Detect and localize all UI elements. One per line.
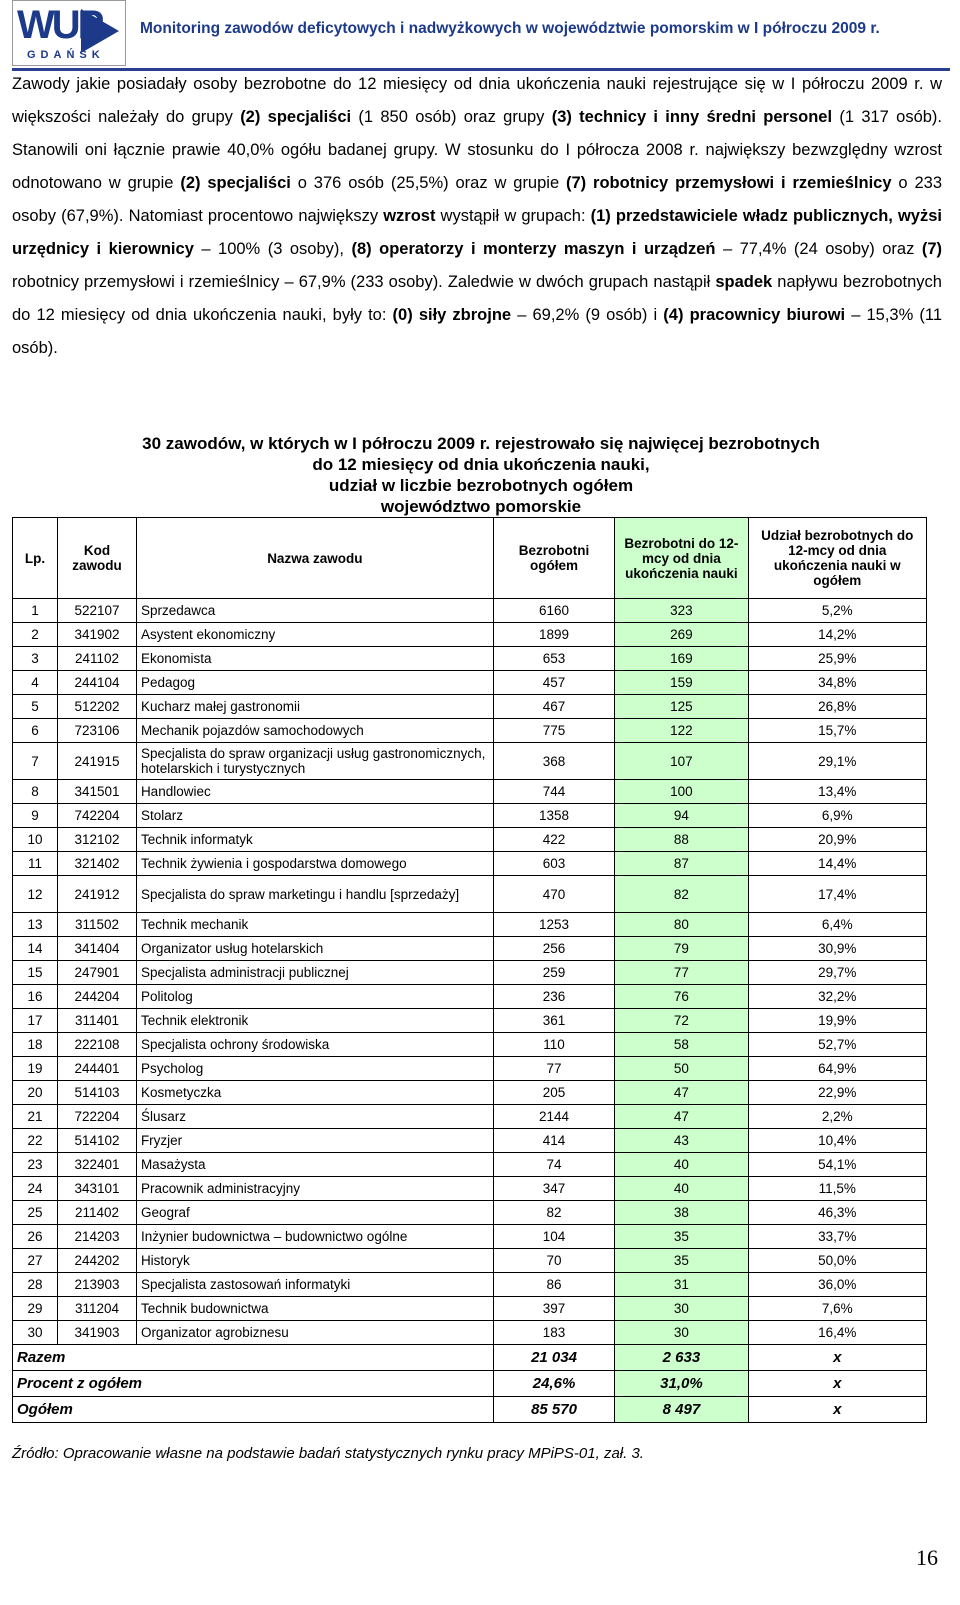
paragraph-segment: robotnicy przemysłowi i rzemieślnicy – 67,9% (233 osoby). Zaledwie w dwóch grupach nastąpił — [12, 273, 716, 291]
cell-do12: 47 — [615, 1105, 748, 1129]
table-row — [13, 937, 927, 961]
cell-kod: 321402 — [58, 852, 137, 876]
table-row — [13, 743, 927, 780]
cell-udzial: 2,2% — [748, 1105, 927, 1129]
cell-kod: 322401 — [58, 1153, 137, 1177]
cell-nazwa: Technik elektronik — [136, 1009, 493, 1033]
body-paragraph — [12, 68, 942, 365]
cell-lp: 12 — [13, 876, 58, 913]
col-udzial: Udział bezrobotnych do 12-mcy od dnia ukończenia nauki w ogółem — [748, 518, 927, 599]
cell-ogolem: 6160 — [493, 599, 615, 623]
cell-udzial: 15,7% — [748, 719, 927, 743]
cell-ogolem: 603 — [493, 852, 615, 876]
summary-row — [13, 1397, 927, 1423]
paragraph-segment: o 376 osób (25,5%) oraz w grupie — [290, 174, 567, 192]
cell-udzial: 19,9% — [748, 1009, 927, 1033]
cell-do12: 50 — [615, 1057, 748, 1081]
cell-lp: 2 — [13, 623, 58, 647]
paragraph-segment: o 233 osoby (67,9%). Natomiast procentowo największy — [12, 174, 942, 225]
cell-ogolem: 467 — [493, 695, 615, 719]
col-do12: Bezrobotni do 12-mcy od dnia ukończenia nauki — [615, 518, 748, 599]
cell-kod: 723106 — [58, 719, 137, 743]
cell-lp: 13 — [13, 913, 58, 937]
cell-ogolem: 104 — [493, 1225, 615, 1249]
cell-udzial: 36,0% — [748, 1273, 927, 1297]
summary-udzial: x — [748, 1345, 927, 1371]
cell-udzial: 30,9% — [748, 937, 927, 961]
cell-lp: 23 — [13, 1153, 58, 1177]
occupations-table — [12, 517, 927, 1423]
cell-ogolem: 775 — [493, 719, 615, 743]
summary-row — [13, 1371, 927, 1397]
cell-kod: 211402 — [58, 1201, 137, 1225]
paragraph-bold-segment: (7) — [921, 240, 942, 258]
table-row — [13, 828, 927, 852]
cell-do12: 269 — [615, 623, 748, 647]
paragraph-segment: (1 850 osób) oraz grupy — [351, 108, 552, 126]
cell-kod: 222108 — [58, 1033, 137, 1057]
cell-lp: 3 — [13, 647, 58, 671]
cell-ogolem: 422 — [493, 828, 615, 852]
cell-do12: 94 — [615, 804, 748, 828]
cell-nazwa: Historyk — [136, 1249, 493, 1273]
table-row — [13, 1081, 927, 1105]
table-row — [13, 1009, 927, 1033]
cell-nazwa: Technik żywienia i gospodarstwa domowego — [136, 852, 493, 876]
cell-udzial: 14,4% — [748, 852, 927, 876]
paragraph-bold-segment: (8) operatorzy i monterzy maszyn i urządzeń — [351, 240, 716, 258]
cell-nazwa: Ekonomista — [136, 647, 493, 671]
cell-do12: 100 — [615, 780, 748, 804]
cell-do12: 76 — [615, 985, 748, 1009]
paragraph-segment: – 69,2% (9 osób) i — [511, 306, 664, 324]
page-header — [12, 0, 950, 71]
cell-udzial: 5,2% — [748, 599, 927, 623]
cell-lp: 16 — [13, 985, 58, 1009]
col-kod: Kod zawodu — [58, 518, 137, 599]
table-row — [13, 1153, 927, 1177]
summary-ogolem: 85 570 — [493, 1397, 615, 1423]
cell-udzial: 20,9% — [748, 828, 927, 852]
cell-lp: 21 — [13, 1105, 58, 1129]
cell-lp: 10 — [13, 828, 58, 852]
cell-do12: 43 — [615, 1129, 748, 1153]
cell-kod: 341902 — [58, 623, 137, 647]
cell-lp: 22 — [13, 1129, 58, 1153]
summary-do12: 2 633 — [615, 1345, 748, 1371]
cell-udzial: 26,8% — [748, 695, 927, 719]
cell-nazwa: Inżynier budownictwa – budownictwo ogólne — [136, 1225, 493, 1249]
summary-label: Procent z ogółem — [13, 1371, 494, 1397]
cell-ogolem: 470 — [493, 876, 615, 913]
cell-nazwa: Organizator agrobiznesu — [136, 1321, 493, 1345]
table-row — [13, 780, 927, 804]
paragraph-segment: – 100% (3 osoby), — [193, 240, 352, 258]
paragraph-bold-segment: (7) robotnicy przemysłowi i rzemieślnicy — [566, 174, 892, 192]
cell-kod: 512202 — [58, 695, 137, 719]
cell-nazwa: Mechanik pojazdów samochodowych — [136, 719, 493, 743]
cell-do12: 47 — [615, 1081, 748, 1105]
cell-nazwa: Sprzedawca — [136, 599, 493, 623]
cell-ogolem: 82 — [493, 1201, 615, 1225]
summary-do12: 31,0% — [615, 1371, 748, 1397]
table-row — [13, 985, 927, 1009]
cell-nazwa: Masażysta — [136, 1153, 493, 1177]
cell-kod: 341903 — [58, 1321, 137, 1345]
cell-udzial: 64,9% — [748, 1057, 927, 1081]
cell-kod: 241915 — [58, 743, 137, 780]
cell-kod: 311502 — [58, 913, 137, 937]
table-row — [13, 1225, 927, 1249]
paragraph-segment: Zawody jakie posiadały osoby bezrobotne do 12 miesięcy od dnia ukończenia nauki rejestrujące się w I półroczu 2009 r. w większości należały do grupy — [12, 75, 942, 126]
paragraph-bold-segment: (3) technicy i inny średni personel — [551, 108, 833, 126]
cell-do12: 323 — [615, 599, 748, 623]
cell-kod: 312102 — [58, 828, 137, 852]
cell-udzial: 10,4% — [748, 1129, 927, 1153]
cell-kod: 247901 — [58, 961, 137, 985]
summary-ogolem: 21 034 — [493, 1345, 615, 1371]
cell-nazwa: Specjalista zastosowań informatyki — [136, 1273, 493, 1297]
cell-lp: 19 — [13, 1057, 58, 1081]
table-row — [13, 1129, 927, 1153]
cell-nazwa: Organizator usług hotelarskich — [136, 937, 493, 961]
paragraph-segment: – 77,4% (24 osoby) oraz — [715, 240, 922, 258]
cell-nazwa: Specjalista administracji publicznej — [136, 961, 493, 985]
cell-ogolem: 347 — [493, 1177, 615, 1201]
table-row — [13, 647, 927, 671]
cell-lp: 28 — [13, 1273, 58, 1297]
table-title-line: województwo pomorskie — [380, 497, 582, 516]
cell-lp: 26 — [13, 1225, 58, 1249]
table-row — [13, 852, 927, 876]
cell-udzial: 34,8% — [748, 671, 927, 695]
summary-do12: 8 497 — [615, 1397, 748, 1423]
table-row — [13, 913, 927, 937]
cell-udzial: 6,4% — [748, 913, 927, 937]
cell-do12: 82 — [615, 876, 748, 913]
cell-udzial: 11,5% — [748, 1177, 927, 1201]
cell-kod: 214203 — [58, 1225, 137, 1249]
cell-do12: 79 — [615, 937, 748, 961]
cell-nazwa: Kucharz małej gastronomii — [136, 695, 493, 719]
cell-kod: 241912 — [58, 876, 137, 913]
table-row — [13, 961, 927, 985]
cell-lp: 9 — [13, 804, 58, 828]
header-title: Monitoring zawodów deficytowych i nadwyżkowych w województwie pomorskim w I półroczu 2009 r. — [140, 20, 880, 37]
cell-nazwa: Geograf — [136, 1201, 493, 1225]
cell-ogolem: 86 — [493, 1273, 615, 1297]
col-lp: Lp. — [13, 518, 58, 599]
cell-kod: 722204 — [58, 1105, 137, 1129]
cell-ogolem: 183 — [493, 1321, 615, 1345]
paragraph-segment: – 15,3% (11 osób). — [12, 306, 942, 357]
cell-ogolem: 1899 — [493, 623, 615, 647]
table-row — [13, 876, 927, 913]
table-row — [13, 1201, 927, 1225]
cell-kod: 244401 — [58, 1057, 137, 1081]
cell-do12: 40 — [615, 1153, 748, 1177]
table-row — [13, 1321, 927, 1345]
table-title-line: do 12 miesięcy od dnia ukończenia nauki, — [312, 455, 650, 474]
cell-do12: 38 — [615, 1201, 748, 1225]
cell-kod: 514103 — [58, 1081, 137, 1105]
cell-nazwa: Pracownik administracyjny — [136, 1177, 493, 1201]
cell-kod: 514102 — [58, 1129, 137, 1153]
cell-do12: 58 — [615, 1033, 748, 1057]
table-row — [13, 695, 927, 719]
cell-ogolem: 397 — [493, 1297, 615, 1321]
cell-kod: 241102 — [58, 647, 137, 671]
summary-label: Razem — [13, 1345, 494, 1371]
cell-nazwa: Specjalista do spraw organizacji usług gastronomicznych, hotelarskich i turystycznych — [136, 743, 493, 780]
cell-lp: 14 — [13, 937, 58, 961]
cell-nazwa: Specjalista do spraw marketingu i handlu [sprzedaży] — [136, 876, 493, 913]
cell-ogolem: 2144 — [493, 1105, 615, 1129]
cell-udzial: 52,7% — [748, 1033, 927, 1057]
cell-ogolem: 256 — [493, 937, 615, 961]
cell-nazwa: Specjalista ochrony środowiska — [136, 1033, 493, 1057]
table-row — [13, 804, 927, 828]
summary-row — [13, 1345, 927, 1371]
cell-nazwa: Ślusarz — [136, 1105, 493, 1129]
table-row — [13, 1297, 927, 1321]
cell-udzial: 54,1% — [748, 1153, 927, 1177]
cell-kod: 244104 — [58, 671, 137, 695]
cell-ogolem: 77 — [493, 1057, 615, 1081]
cell-do12: 40 — [615, 1177, 748, 1201]
cell-udzial: 32,2% — [748, 985, 927, 1009]
cell-ogolem: 457 — [493, 671, 615, 695]
cell-lp: 27 — [13, 1249, 58, 1273]
source-note: Źródło: Opracowanie własne na podstawie badań statystycznych rynku pracy MPiPS-01, zał. 3. — [12, 1445, 644, 1462]
cell-lp: 4 — [13, 671, 58, 695]
cell-ogolem: 74 — [493, 1153, 615, 1177]
cell-udzial: 29,1% — [748, 743, 927, 780]
paragraph-segment: napływu bezrobotnych do 12 miesięcy od dnia ukończenia nauki, były to: — [12, 273, 942, 324]
cell-do12: 122 — [615, 719, 748, 743]
cell-kod: 522107 — [58, 599, 137, 623]
table-row — [13, 1273, 927, 1297]
col-nazwa: Nazwa zawodu — [136, 518, 493, 599]
table-row — [13, 623, 927, 647]
cell-udzial: 50,0% — [748, 1249, 927, 1273]
cell-udzial: 6,9% — [748, 804, 927, 828]
cell-do12: 88 — [615, 828, 748, 852]
cell-lp: 11 — [13, 852, 58, 876]
cell-kod: 343101 — [58, 1177, 137, 1201]
cell-udzial: 7,6% — [748, 1297, 927, 1321]
cell-lp: 24 — [13, 1177, 58, 1201]
summary-udzial: x — [748, 1371, 927, 1397]
cell-kod: 311401 — [58, 1009, 137, 1033]
cell-lp: 17 — [13, 1009, 58, 1033]
cell-do12: 35 — [615, 1225, 748, 1249]
cell-lp: 30 — [13, 1321, 58, 1345]
cell-ogolem: 653 — [493, 647, 615, 671]
table-summary — [13, 1345, 927, 1423]
summary-ogolem: 24,6% — [493, 1371, 615, 1397]
summary-label: Ogółem — [13, 1397, 494, 1423]
cell-udzial: 22,9% — [748, 1081, 927, 1105]
logo-city: GDAŃSK — [27, 49, 105, 61]
cell-do12: 31 — [615, 1273, 748, 1297]
cell-do12: 35 — [615, 1249, 748, 1273]
paragraph-segment: (1 317 osób). Stanowili oni łącznie prawie 40,0% ogółu badanej grupy. W stosunku do I półrocza 2008 r. największy bezwzględny wzrost odnotowano w grupie — [12, 108, 943, 192]
cell-lp: 6 — [13, 719, 58, 743]
cell-ogolem: 744 — [493, 780, 615, 804]
cell-kod: 341501 — [58, 780, 137, 804]
table-header-row — [13, 518, 927, 599]
cell-kod: 341404 — [58, 937, 137, 961]
cell-udzial: 17,4% — [748, 876, 927, 913]
cell-udzial: 13,4% — [748, 780, 927, 804]
cell-ogolem: 110 — [493, 1033, 615, 1057]
cell-ogolem: 361 — [493, 1009, 615, 1033]
cell-do12: 30 — [615, 1297, 748, 1321]
wup-logo — [12, 0, 126, 66]
cell-lp: 5 — [13, 695, 58, 719]
summary-udzial: x — [748, 1397, 927, 1423]
paragraph-bold-segment: (1) przedstawiciele władz publicznych, wyżsi urzędnicy i kierownicy — [12, 207, 942, 258]
cell-udzial: 33,7% — [748, 1225, 927, 1249]
cell-ogolem: 236 — [493, 985, 615, 1009]
paragraph-bold-segment: spadek — [715, 273, 773, 291]
cell-lp: 25 — [13, 1201, 58, 1225]
paragraph-bold-segment: (2) specjaliści — [240, 108, 352, 126]
cell-udzial: 25,9% — [748, 647, 927, 671]
table-row — [13, 1249, 927, 1273]
cell-nazwa: Technik informatyk — [136, 828, 493, 852]
logo-text: WUP — [17, 3, 102, 47]
cell-udzial: 14,2% — [748, 623, 927, 647]
paragraph-bold-segment: (4) pracownicy biurowi — [663, 306, 846, 324]
cell-kod: 742204 — [58, 804, 137, 828]
cell-do12: 80 — [615, 913, 748, 937]
cell-udzial: 46,3% — [748, 1201, 927, 1225]
table-title-line: udział w liczbie bezrobotnych ogółem — [328, 476, 634, 495]
cell-nazwa: Technik budownictwa — [136, 1297, 493, 1321]
cell-nazwa: Politolog — [136, 985, 493, 1009]
cell-do12: 30 — [615, 1321, 748, 1345]
cell-lp: 8 — [13, 780, 58, 804]
cell-nazwa: Technik mechanik — [136, 913, 493, 937]
cell-ogolem: 1253 — [493, 913, 615, 937]
cell-do12: 159 — [615, 671, 748, 695]
cell-udzial: 16,4% — [748, 1321, 927, 1345]
cell-ogolem: 70 — [493, 1249, 615, 1273]
paragraph-bold-segment: (2) specjaliści — [180, 174, 291, 192]
table-title — [12, 433, 950, 517]
cell-ogolem: 414 — [493, 1129, 615, 1153]
cell-ogolem: 259 — [493, 961, 615, 985]
cell-nazwa: Handlowiec — [136, 780, 493, 804]
cell-do12: 107 — [615, 743, 748, 780]
cell-lp: 15 — [13, 961, 58, 985]
cell-nazwa: Pedagog — [136, 671, 493, 695]
cell-ogolem: 1358 — [493, 804, 615, 828]
table-row — [13, 1105, 927, 1129]
cell-kod: 213903 — [58, 1273, 137, 1297]
paragraph-bold-segment: wzrost — [383, 207, 436, 225]
cell-kod: 244202 — [58, 1249, 137, 1273]
page-number: 16 — [916, 1545, 938, 1570]
cell-do12: 77 — [615, 961, 748, 985]
table-row — [13, 719, 927, 743]
cell-kod: 244204 — [58, 985, 137, 1009]
table-row — [13, 599, 927, 623]
table-row — [13, 671, 927, 695]
cell-nazwa: Asystent ekonomiczny — [136, 623, 493, 647]
cell-lp: 20 — [13, 1081, 58, 1105]
table-title-line: 30 zawodów, w których w I półroczu 2009 r. rejestrowało się najwięcej bezrobotnych — [142, 434, 820, 453]
cell-lp: 18 — [13, 1033, 58, 1057]
cell-udzial: 29,7% — [748, 961, 927, 985]
cell-do12: 87 — [615, 852, 748, 876]
paragraph-bold-segment: (0) siły zbrojne — [392, 306, 512, 324]
cell-nazwa: Kosmetyczka — [136, 1081, 493, 1105]
cell-ogolem: 368 — [493, 743, 615, 780]
table-row — [13, 1033, 927, 1057]
col-ogolem: Bezrobotni ogółem — [493, 518, 615, 599]
cell-lp: 29 — [13, 1297, 58, 1321]
table-row — [13, 1177, 927, 1201]
cell-nazwa: Fryzjer — [136, 1129, 493, 1153]
table-row — [13, 1057, 927, 1081]
cell-lp: 1 — [13, 599, 58, 623]
cell-lp: 7 — [13, 743, 58, 780]
table-body — [13, 599, 927, 1345]
cell-do12: 169 — [615, 647, 748, 671]
cell-nazwa: Psycholog — [136, 1057, 493, 1081]
cell-ogolem: 205 — [493, 1081, 615, 1105]
cell-do12: 72 — [615, 1009, 748, 1033]
cell-do12: 125 — [615, 695, 748, 719]
cell-nazwa: Stolarz — [136, 804, 493, 828]
paragraph-segment: wystąpił w grupach: — [435, 207, 591, 225]
cell-kod: 311204 — [58, 1297, 137, 1321]
